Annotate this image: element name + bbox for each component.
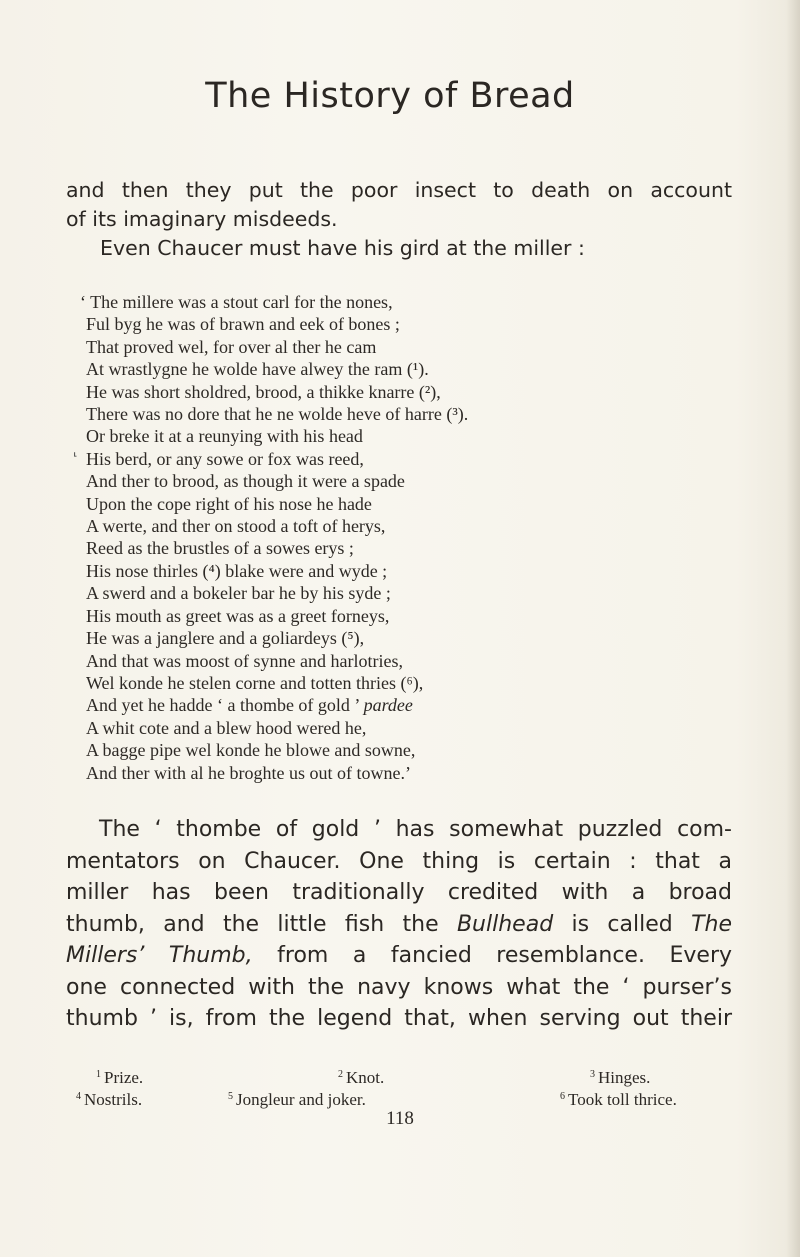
- verse-line: And ther with al he broghte us out of towne.’: [86, 762, 411, 783]
- prose-line: mentators on Chaucer. One thing is certain : that a: [66, 848, 732, 874]
- verse-line: At wrastlygne he wolde have alwey the ram (¹).: [86, 359, 429, 380]
- prose-text: from a fancied resemblance. Every: [277, 943, 733, 968]
- verse-line: A whit cote and a blew hood wered he,: [86, 717, 367, 738]
- prose-text: is called: [571, 911, 673, 937]
- italic-text: Bullhead: [456, 911, 554, 937]
- verse-line: And ther to brood, as though it were a spade: [86, 471, 405, 492]
- footnotes: [66, 1064, 746, 1108]
- prose-line: [66, 940, 732, 972]
- verse-line: He was short sholdred, brood, a thikke knarre (²),: [86, 381, 441, 402]
- footnote-text: Nostrils.: [84, 1090, 143, 1109]
- verse-line: His mouth as greet was as a greet forneys,: [86, 605, 390, 626]
- footnote-text: Jongleur and joker.: [236, 1090, 366, 1109]
- italic-text: The: [691, 911, 733, 937]
- footnote-number: 3: [590, 1069, 595, 1080]
- prose-line: and then they put the poor insect to death on account: [66, 178, 732, 202]
- running-title: The History of Bread: [205, 76, 575, 116]
- footnote-text: Knot.: [346, 1068, 385, 1087]
- verse-line: Wel konde he stelen corne and totten thries (⁶),: [86, 672, 424, 693]
- prose-line: one connected with the navy knows what the ‘ purser’s: [66, 974, 732, 1000]
- verse-line: A bagge pipe wel konde he blowe and sowne,: [86, 740, 416, 761]
- verse-line: There was no dore that he ne wolde heve of harre (³).: [86, 404, 469, 425]
- margin-mark: ⸤: [73, 444, 78, 458]
- verse-line: Upon the cope right of his nose he hade: [86, 493, 372, 514]
- verse-line: ‘ The millere was a stout carl for the nones,: [80, 292, 393, 312]
- verse-text: And yet he hadde ‘ a thombe of gold ’: [86, 695, 360, 716]
- verse-line: Reed as the brustles of a sowes erys ;: [86, 538, 354, 559]
- prose-line: miller has been traditionally credited with a broad: [66, 880, 732, 905]
- prose-text: thumb, and the little fish the: [66, 911, 439, 937]
- intro-paragraph: [66, 176, 732, 263]
- page-number: 118: [386, 1108, 414, 1129]
- footnote-text: Took toll thrice.: [568, 1090, 677, 1109]
- italic-word: pardee: [363, 695, 413, 716]
- footnote-text: Hinges.: [598, 1068, 651, 1087]
- footnote-number: 4: [76, 1091, 81, 1102]
- page-edge-shadow: [786, 0, 800, 1257]
- prose-line: thumb ’ is, from the legend that, when serving out their: [66, 1006, 732, 1031]
- verse-line: Or breke it at a reunying with his head: [86, 426, 363, 447]
- verse-line: A swerd and a bokeler bar he by his syde ;: [86, 583, 391, 604]
- chaucer-quotation: [80, 291, 746, 784]
- verse-line: His nose thirles (⁴) blake were and wyde ;: [86, 560, 388, 581]
- verse-line: That proved wel, for over al ther he cam: [86, 336, 377, 357]
- footnote-number: 1: [96, 1069, 101, 1080]
- footnote-number: 6: [560, 1091, 565, 1102]
- verse-line: He was a janglere and a goliardeys (⁵),: [86, 628, 365, 649]
- verse-line-with-italic: [86, 694, 746, 716]
- footnote-row: [66, 1086, 746, 1108]
- commentary-paragraph: [66, 814, 732, 1035]
- footnote-row: [66, 1064, 746, 1086]
- footnote-number: 2: [338, 1069, 343, 1080]
- prose-line: Even Chaucer must have his gird at the miller :: [100, 236, 585, 260]
- prose-line: [66, 909, 732, 941]
- footnote-text: Prize.: [104, 1068, 144, 1087]
- verse-line: Ful byg he was of brawn and eek of bones ;: [86, 314, 400, 335]
- prose-line: of its imaginary misdeeds.: [66, 207, 338, 231]
- verse-line: A werte, and ther on stood a toft of herys,: [86, 516, 386, 537]
- italic-text: Millers’ Thumb,: [66, 943, 253, 968]
- footnote-number: 5: [228, 1091, 233, 1102]
- verse-line: His berd, or any sowe or fox was reed,: [86, 448, 364, 469]
- prose-line: The ‘ thombe of gold ’ has somewhat puzzled com-: [99, 817, 732, 842]
- verse-line: And that was moost of synne and harlotries,: [86, 650, 403, 671]
